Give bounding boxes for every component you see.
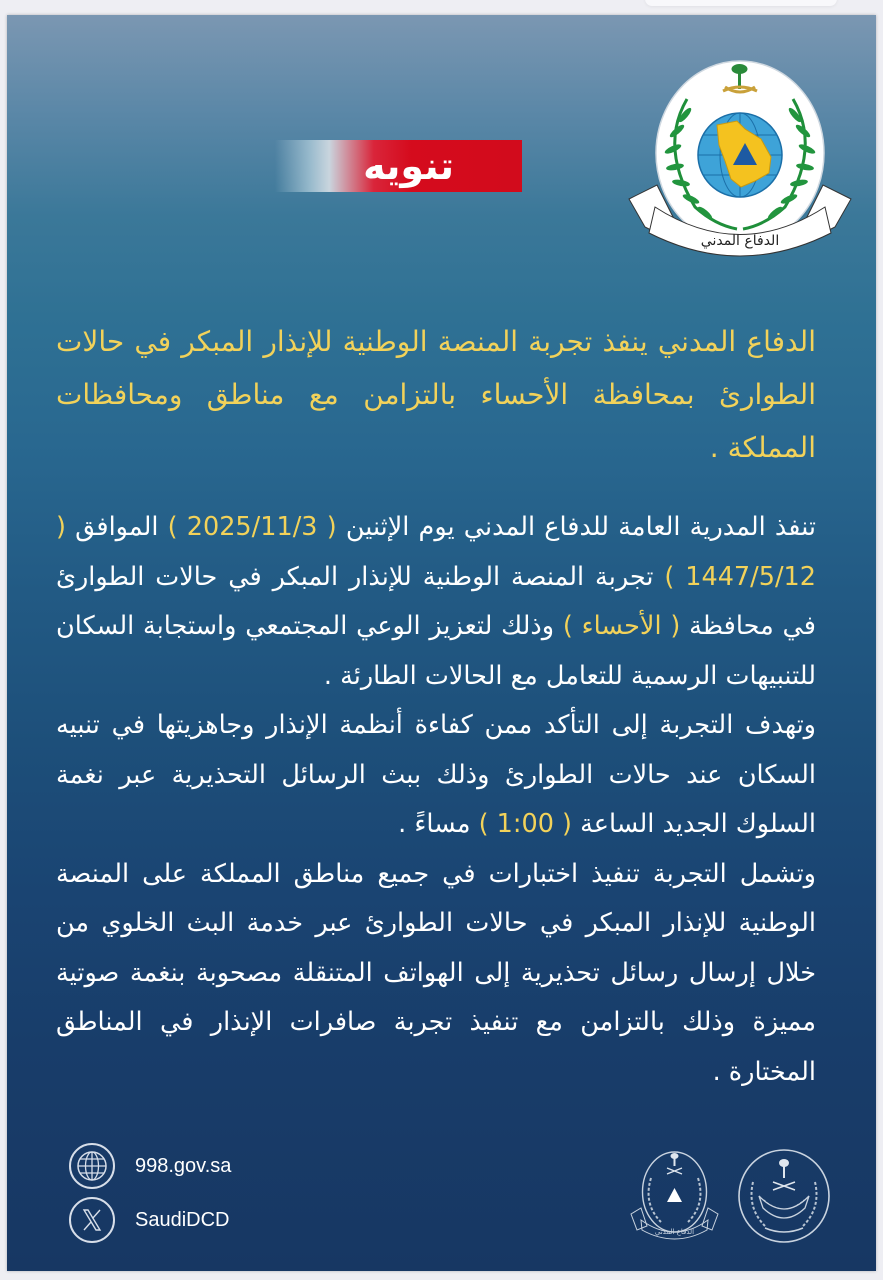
- headline-text: الدفاع المدني ينفذ تجربة المنصة الوطنية للإنذار المبكر في حالات الطوارئ بمحافظة الأحساء بالتزامن مع مناطق ومحافظات المملكة .: [56, 325, 816, 464]
- globe-icon: [69, 1143, 115, 1189]
- p1-text-1: تنفذ المدرية العامة للدفاع المدني يوم الإثنين: [336, 512, 816, 542]
- ministry-of-interior-seal: [735, 1148, 833, 1244]
- p1-text-2: الموافق: [65, 512, 168, 542]
- p1-text-3: تجربة المنصة الوطنية للإنذار المبكر في حالات الطوارئ في محافظة: [56, 561, 816, 641]
- paragraph-1: [56, 503, 816, 701]
- website-label: 998.gov.sa: [135, 1154, 232, 1177]
- x-account-label: SaudiDCD: [135, 1208, 230, 1231]
- notice-banner: [275, 140, 522, 192]
- announcement-body: [56, 503, 816, 1097]
- x-logo-icon: [69, 1197, 115, 1243]
- place-name: ( الأحساء ): [562, 611, 681, 641]
- test-time: ( 1:00 ): [478, 809, 572, 839]
- civil-defense-seal: [627, 1148, 722, 1244]
- civil-defense-emblem: [625, 57, 855, 267]
- footer-links: [69, 1140, 231, 1248]
- website-link[interactable]: [69, 1140, 231, 1192]
- p2-text-1: وتهدف التجربة إلى التأكد ممن كفاءة أنظمة الإنذار وجاهزيتها في تنبيه السكان عند حالات الطوارئ وذلك ببث الرسائل التحذيرية عبر نغمة السلوك الجديد الساعة: [56, 710, 816, 839]
- globe-map-icon: [698, 113, 782, 197]
- ribbon-text: الدفاع المدني: [700, 233, 780, 249]
- announcement-card: [7, 15, 876, 1271]
- paragraph-3: وتشمل التجربة تنفيذ اختبارات في جميع مناطق المملكة على المنصة الوطنية للإنذار المبكر في حالات الطوارئ عبر خدمة البث الخلوي من خلال إرسال رسائل تحذيرية إلى الهواتف المتنقلة مصحوبة بنغمة صوتية مميزة وذلك بالتزامن مع تنفيذ تجربة صافرات الإنذار في المناطق المختارة .: [56, 858, 816, 1087]
- p2-text-2: مساءً .: [398, 809, 479, 839]
- paragraph-2: [56, 701, 816, 850]
- top-bar-pill: [645, 0, 837, 6]
- seal-label: الدفاع المدني: [654, 1228, 695, 1236]
- date-gregorian: ( 2025/11/3 ): [167, 512, 337, 542]
- notice-title: تنويه: [363, 144, 454, 188]
- date-hijri: ( 1447/5/12 ): [56, 512, 816, 592]
- x-account-link[interactable]: [69, 1194, 231, 1246]
- p1-text-4: وذلك لتعزيز الوعي المجتمعي واستجابة السكان للتنبيهات الرسمية للتعامل مع الحالات الطارئة .: [56, 611, 816, 691]
